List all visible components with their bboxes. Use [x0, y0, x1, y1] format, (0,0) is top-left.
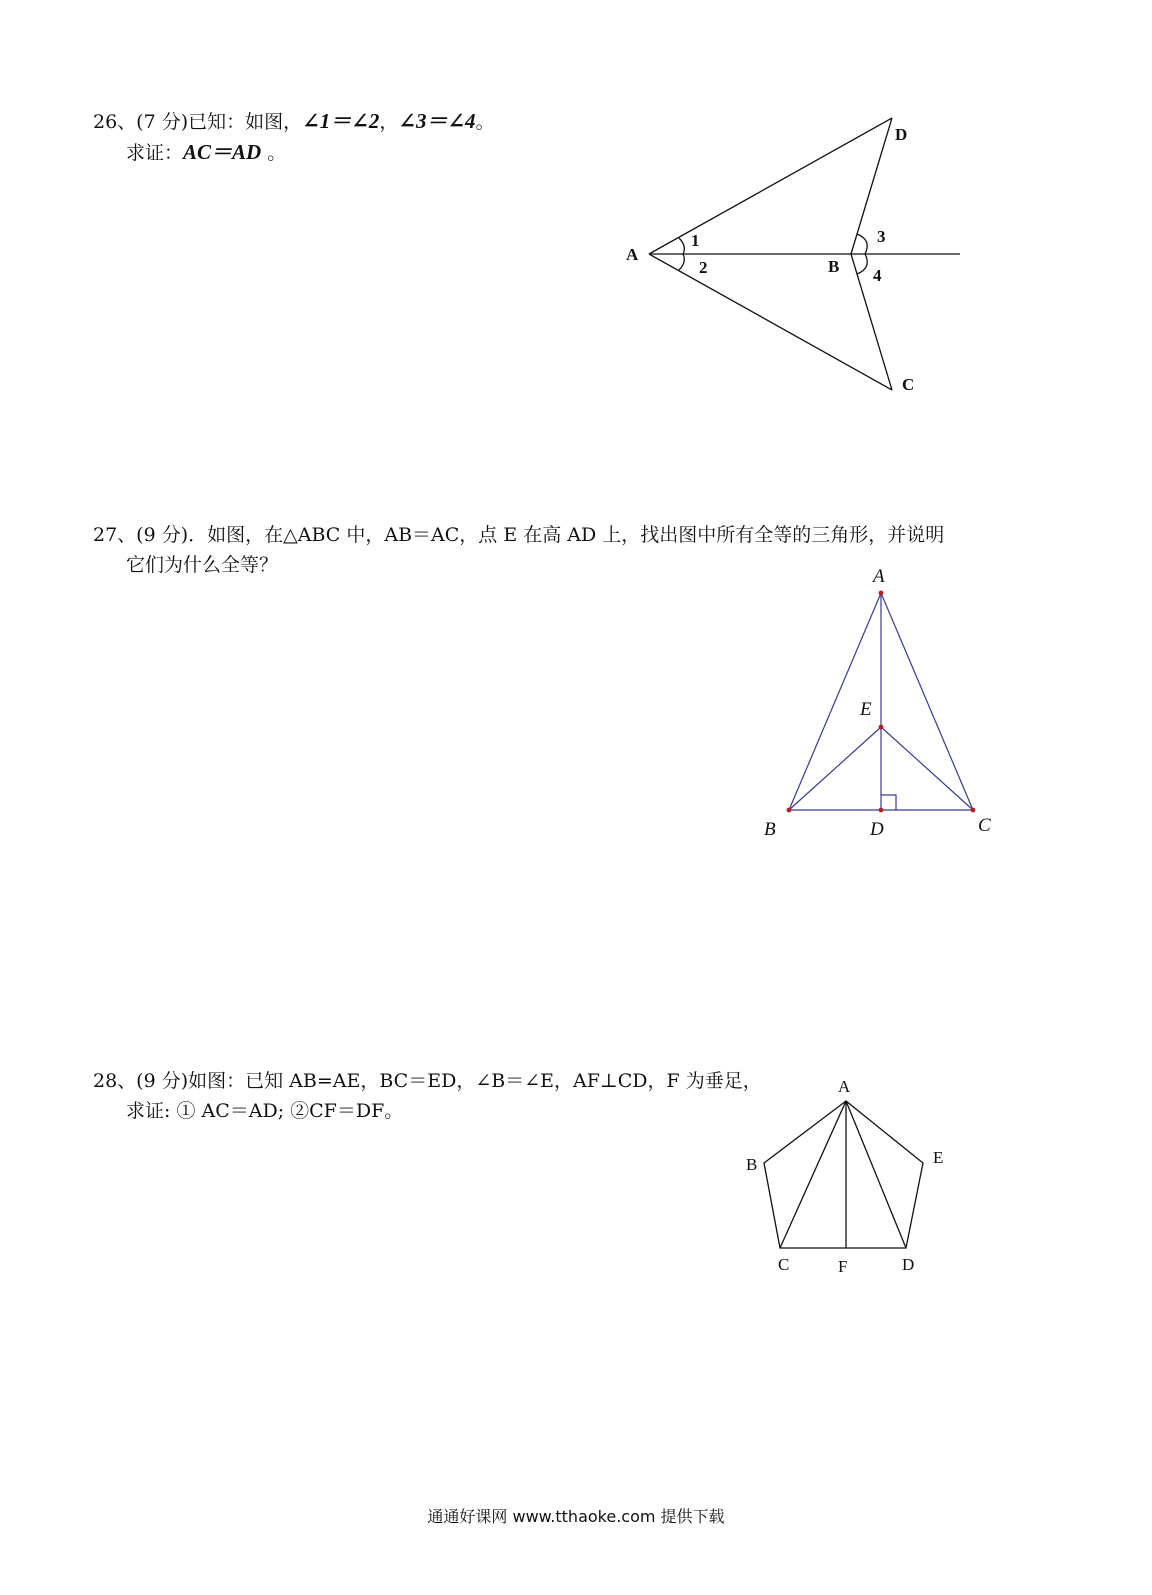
point-c [971, 808, 976, 813]
angle-equation-1: ∠1＝∠2 [302, 109, 380, 133]
label-d: D [870, 819, 884, 840]
segment-bd [851, 118, 892, 254]
label-b: B [764, 819, 776, 840]
label-angle-2: 2 [699, 258, 708, 277]
angle-1-arc [679, 238, 684, 254]
problem-27-line-1: 27、(9 分)．如图，在△ABC 中，AB＝AC，点 E 在高 AD 上，找出图中所有全等的三角形，并说明 [93, 524, 945, 546]
segment-ac [881, 593, 973, 810]
segment-eb [789, 727, 881, 810]
page-footer: 通通好课网 www.tthaoke.com 提供下载 [427, 1507, 725, 1526]
label-d: D [895, 125, 908, 144]
point-e [879, 725, 884, 730]
point-a [879, 591, 884, 596]
label-f: F [838, 1257, 848, 1276]
label-d: D [902, 1255, 915, 1274]
point-b [787, 808, 792, 813]
angle-equation-2: ∠3＝∠4 [398, 109, 476, 133]
angle-3-arc [857, 234, 867, 254]
label-angle-1: 1 [691, 231, 700, 250]
label-a: A [626, 245, 639, 264]
label-c: C [778, 1255, 790, 1274]
label-e: E [933, 1148, 944, 1167]
problem-28 [93, 1066, 762, 1126]
segment-ad [649, 118, 892, 254]
problem-26-line-2 [93, 137, 495, 168]
label-b: B [746, 1155, 758, 1174]
figure-27 [755, 560, 1015, 845]
label-angle-3: 3 [877, 227, 886, 246]
label-c: C [978, 815, 991, 836]
angle-2-arc [679, 254, 684, 270]
figure-26 [615, 105, 975, 405]
segment-ec [881, 727, 973, 810]
right-angle-mark [881, 795, 896, 810]
problem-27-line-2: 它们为什么全等？ [126, 554, 279, 576]
prove-prefix: 求证： [126, 142, 184, 164]
problem-28-line-2: 求证: ① AC＝AD; ②CF＝DF。 [126, 1100, 404, 1122]
segment-ad [846, 1101, 906, 1248]
pentagon-abcde [764, 1101, 923, 1248]
separator: ， [379, 111, 399, 133]
label-c: C [902, 375, 915, 394]
segment-ac [649, 254, 892, 390]
label-e: E [860, 699, 872, 720]
angle-4-arc [857, 254, 867, 274]
point-d [879, 808, 884, 813]
segment-ac [780, 1101, 846, 1248]
label-b: B [828, 257, 840, 276]
problem-28-line-1: 28、(9 分)如图：已知 AB=AE，BC＝ED，∠B＝∠E，AF⊥CD，F 为垂足， [93, 1070, 762, 1092]
period: 。 [261, 142, 287, 164]
problem-26-line-1 [93, 106, 495, 137]
label-a: A [873, 566, 885, 587]
problem-26 [93, 106, 495, 168]
segment-bc [851, 254, 892, 390]
prove-equation: AC＝AD [183, 140, 262, 164]
period: 。 [475, 111, 495, 133]
problem-26-prefix: 26、(7 分)已知：如图， [93, 111, 303, 133]
label-angle-4: 4 [873, 266, 882, 285]
figure-28 [740, 1070, 960, 1280]
label-a: A [838, 1077, 851, 1096]
